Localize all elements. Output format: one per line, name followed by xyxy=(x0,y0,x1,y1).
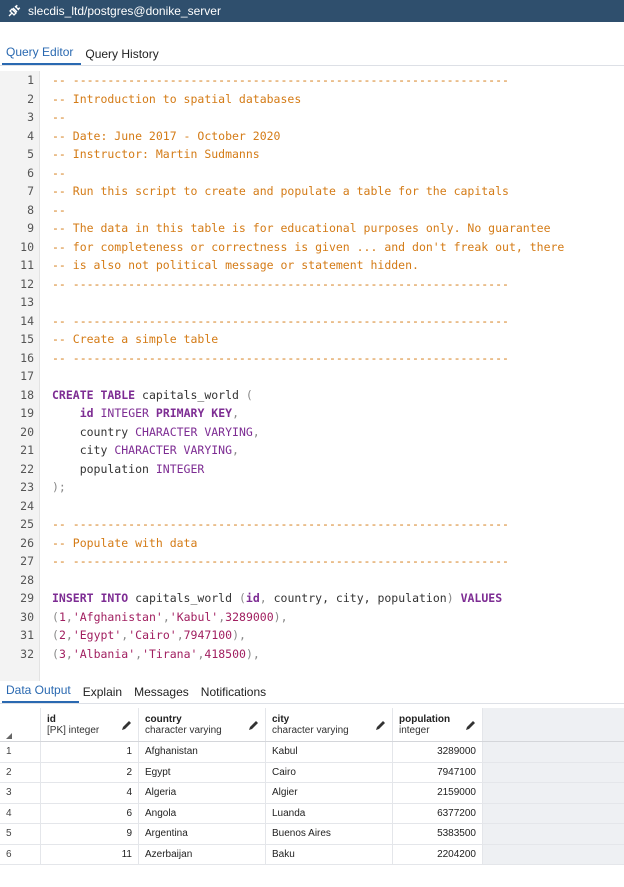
code-token: , xyxy=(259,591,267,605)
tab-notifications[interactable]: Notifications xyxy=(200,685,267,699)
code-text xyxy=(40,515,509,534)
column-name: population xyxy=(399,713,451,725)
line-number: 30 xyxy=(20,609,34,624)
code-line[interactable] xyxy=(0,330,624,349)
grid-empty-area xyxy=(483,708,624,741)
code-line[interactable] xyxy=(0,534,624,553)
table-row[interactable] xyxy=(0,742,624,763)
code-token: , xyxy=(65,609,73,624)
column-header-country[interactable] xyxy=(139,708,266,741)
code-token: , xyxy=(162,609,170,624)
code-token: city xyxy=(52,443,115,457)
code-text xyxy=(40,608,288,627)
code-token: -- xyxy=(52,165,66,180)
cell-id[interactable]: 4 xyxy=(41,783,139,803)
code-text xyxy=(40,127,280,146)
code-token: 'Albania' xyxy=(72,646,136,661)
cell-country[interactable]: Argentina xyxy=(139,824,266,844)
code-token: -- --------------------------------------------------------------- xyxy=(52,73,509,87)
code-token: -- --------------------------------------------------------------- xyxy=(52,313,509,328)
code-line[interactable] xyxy=(0,367,624,386)
line-number: 31 xyxy=(20,628,34,642)
line-number: 9 xyxy=(27,221,34,235)
code-line[interactable] xyxy=(0,219,624,238)
code-text xyxy=(40,293,52,312)
code-token: ( xyxy=(52,628,59,642)
grid-empty-area xyxy=(483,824,624,844)
code-text xyxy=(40,182,509,201)
code-token: 'Egypt' xyxy=(72,628,122,642)
line-number: 1 xyxy=(27,73,34,87)
line-number: 5 xyxy=(27,147,34,161)
code-token: population xyxy=(52,461,156,476)
results-tabs xyxy=(0,684,624,704)
column-header-id[interactable] xyxy=(41,708,139,741)
code-token: capitals_world xyxy=(128,591,239,605)
code-token: -- xyxy=(52,202,66,217)
tab-explain[interactable]: Explain xyxy=(82,685,123,699)
code-token: INSERT INTO xyxy=(52,591,129,605)
line-number: 29 xyxy=(20,591,34,605)
code-line[interactable] xyxy=(0,164,624,183)
cell-population[interactable]: 3289000 xyxy=(393,742,483,762)
code-line[interactable] xyxy=(0,404,624,423)
code-text xyxy=(40,312,509,331)
code-text xyxy=(40,460,204,479)
column-name: city xyxy=(272,713,290,725)
line-number: 10 xyxy=(20,239,34,254)
code-token: 'Tirana' xyxy=(142,646,198,661)
pencil-icon[interactable] xyxy=(121,719,133,731)
code-token: , xyxy=(232,443,239,457)
line-number: 28 xyxy=(20,572,34,587)
code-line[interactable] xyxy=(0,478,624,497)
code-token: -- --------------------------------------------------------------- xyxy=(52,517,509,531)
tab-query-history[interactable]: Query History xyxy=(85,47,159,61)
code-token: , xyxy=(65,628,73,642)
grid-empty-area xyxy=(483,783,624,803)
row-number[interactable]: 1 xyxy=(0,742,41,762)
code-text xyxy=(40,275,509,294)
row-number[interactable]: 6 xyxy=(0,845,41,865)
grid-body xyxy=(0,742,624,865)
line-number: 17 xyxy=(20,369,34,383)
code-token: INTEGER xyxy=(155,461,205,476)
pencil-icon[interactable] xyxy=(465,719,477,731)
code-text xyxy=(40,441,239,460)
grid-empty-area xyxy=(483,845,624,865)
code-token: -- xyxy=(52,110,66,124)
line-number: 2 xyxy=(27,91,34,106)
code-text xyxy=(40,534,197,553)
code-token: 2 xyxy=(58,628,66,642)
code-token xyxy=(454,591,461,605)
code-token: -- Instructor: Martin Sudmanns xyxy=(52,147,260,161)
code-text xyxy=(40,71,509,90)
code-token xyxy=(94,406,101,420)
code-line[interactable] xyxy=(0,441,624,460)
line-number: 16 xyxy=(20,350,34,365)
column-type: character varying xyxy=(272,724,349,736)
code-token: 'Afghanistan' xyxy=(72,609,163,624)
code-token: ), xyxy=(232,628,246,642)
code-line[interactable] xyxy=(0,312,624,331)
line-number: 24 xyxy=(20,498,34,513)
code-text xyxy=(40,589,502,608)
code-token: 418500 xyxy=(204,646,246,661)
cell-population[interactable]: 6377200 xyxy=(393,804,483,824)
cell-id[interactable]: 1 xyxy=(41,742,139,762)
code-line[interactable] xyxy=(0,90,624,109)
code-token: -- --------------------------------------------------------------- xyxy=(52,350,509,365)
code-text xyxy=(40,423,260,442)
line-number: 3 xyxy=(27,110,34,124)
cell-country[interactable]: Afghanistan xyxy=(139,742,266,762)
column-name: id xyxy=(47,713,56,725)
code-text xyxy=(40,497,52,516)
line-number: 15 xyxy=(20,332,34,346)
code-line[interactable] xyxy=(0,182,624,201)
tab-query-editor[interactable]: Query Editor xyxy=(2,45,81,65)
code-token: , xyxy=(218,609,226,624)
cell-city[interactable]: Kabul xyxy=(266,742,393,762)
connection-title-bar xyxy=(0,0,624,22)
cell-city[interactable]: Buenos Aires xyxy=(266,824,393,844)
line-number: 19 xyxy=(20,406,34,420)
connection-title: slecdis_ltd/postgres@donike_server xyxy=(28,4,221,18)
code-line[interactable] xyxy=(0,349,624,368)
line-number: 27 xyxy=(20,554,34,568)
data-output-grid xyxy=(0,708,624,887)
code-line[interactable] xyxy=(0,293,624,312)
code-token: 3289000 xyxy=(225,609,274,624)
code-token: -- Create a simple table xyxy=(52,332,219,346)
column-type: character varying xyxy=(145,724,222,736)
line-number: 32 xyxy=(20,646,34,661)
row-number[interactable]: 2 xyxy=(0,763,41,783)
code-line[interactable] xyxy=(0,552,624,571)
code-line[interactable] xyxy=(0,608,624,627)
code-text xyxy=(40,626,246,645)
code-line[interactable] xyxy=(0,201,624,220)
code-token: -- The data in this table is for educational purposes only. No guarantee xyxy=(52,221,551,235)
line-number: 18 xyxy=(20,387,34,402)
cell-city[interactable]: Baku xyxy=(266,845,393,865)
line-number: 6 xyxy=(27,165,34,180)
cell-id[interactable]: 2 xyxy=(41,763,139,783)
code-token: , xyxy=(121,628,129,642)
column-header-city[interactable] xyxy=(266,708,393,741)
cell-country[interactable]: Azerbaijan xyxy=(139,845,266,865)
sort-triangle-icon xyxy=(6,733,12,739)
code-token: INTEGER xyxy=(100,406,149,420)
code-token: -- --------------------------------------------------------------- xyxy=(52,276,509,291)
code-token: ), xyxy=(245,646,260,661)
code-token: -- Introduction to spatial databases xyxy=(52,91,302,106)
row-number[interactable]: 4 xyxy=(0,804,41,824)
cell-id[interactable]: 6 xyxy=(41,804,139,824)
code-token: PRIMARY KEY xyxy=(155,406,233,420)
column-header-population[interactable] xyxy=(393,708,483,741)
code-text xyxy=(40,164,66,183)
code-line[interactable] xyxy=(0,571,624,590)
code-token: ( xyxy=(52,609,59,624)
code-line[interactable] xyxy=(0,145,624,164)
grid-empty-area xyxy=(483,804,624,824)
code-token: -- is also not political message or statement hidden. xyxy=(52,258,419,272)
code-line[interactable] xyxy=(0,238,624,257)
row-number-header[interactable] xyxy=(0,708,41,741)
code-line[interactable] xyxy=(0,626,624,645)
code-token: ); xyxy=(52,480,66,494)
cell-population[interactable]: 5383500 xyxy=(393,824,483,844)
code-token: country xyxy=(52,424,136,439)
cell-city[interactable]: Luanda xyxy=(266,804,393,824)
code-line[interactable] xyxy=(0,256,624,275)
code-line[interactable] xyxy=(0,460,624,479)
code-text xyxy=(40,645,260,664)
code-text xyxy=(40,219,551,238)
code-text xyxy=(40,330,218,349)
table-row[interactable] xyxy=(0,763,624,784)
code-token: , xyxy=(197,646,205,661)
code-text xyxy=(40,404,239,423)
line-number: 25 xyxy=(20,517,34,531)
code-token: ( xyxy=(238,591,246,605)
code-line[interactable] xyxy=(0,645,624,664)
code-line[interactable] xyxy=(0,386,624,405)
table-row[interactable] xyxy=(0,845,624,866)
code-token xyxy=(149,406,156,420)
cell-id[interactable]: 11 xyxy=(41,845,139,865)
code-text xyxy=(40,145,260,164)
code-token: 3 xyxy=(58,646,66,661)
code-token: , xyxy=(252,424,260,439)
code-text xyxy=(40,478,66,497)
code-token: capitals_world xyxy=(135,387,246,402)
code-token: CREATE TABLE xyxy=(52,387,136,402)
code-token: VALUES xyxy=(460,591,503,605)
line-number: 11 xyxy=(20,258,34,272)
line-number: 13 xyxy=(20,295,34,309)
code-token: 7947100 xyxy=(183,628,233,642)
code-token: , xyxy=(65,646,73,661)
code-token: 1 xyxy=(58,609,66,624)
table-row[interactable] xyxy=(0,783,624,804)
line-number: 21 xyxy=(20,443,34,457)
code-line[interactable] xyxy=(0,71,624,90)
code-token: -- for completeness or correctness is given ... and don't freak out, there xyxy=(52,239,565,254)
code-token: , xyxy=(232,406,240,420)
line-number: 20 xyxy=(20,424,34,439)
pencil-icon[interactable] xyxy=(248,719,260,731)
code-line[interactable] xyxy=(0,497,624,516)
code-token: CHARACTER VARYING xyxy=(135,424,253,439)
code-text xyxy=(40,238,564,257)
code-token: , xyxy=(135,646,143,661)
tab-data-output[interactable]: Data Output xyxy=(2,683,79,703)
code-token: id xyxy=(79,406,94,420)
code-text xyxy=(40,349,509,368)
cell-country[interactable]: Algeria xyxy=(139,783,266,803)
table-row[interactable] xyxy=(0,824,624,845)
code-token: -- Date: June 2017 - October 2020 xyxy=(52,128,281,143)
line-number: 7 xyxy=(27,184,34,198)
line-number: 22 xyxy=(20,461,34,476)
code-token: ( xyxy=(52,646,59,661)
code-text xyxy=(40,571,52,590)
cell-city[interactable]: Algier xyxy=(266,783,393,803)
column-type: integer xyxy=(399,724,430,736)
code-line[interactable] xyxy=(0,127,624,146)
code-token: 'Kabul' xyxy=(169,609,219,624)
code-token: -- Populate with data xyxy=(52,535,198,550)
code-text xyxy=(40,256,419,275)
code-line[interactable] xyxy=(0,108,624,127)
cell-population[interactable]: 2159000 xyxy=(393,783,483,803)
editor-tabs xyxy=(0,44,624,66)
line-number: 12 xyxy=(20,276,34,291)
code-token: id xyxy=(245,591,260,605)
table-row[interactable] xyxy=(0,804,624,825)
tab-messages[interactable]: Messages xyxy=(134,685,189,699)
cell-id[interactable]: 9 xyxy=(41,824,139,844)
code-token: , xyxy=(176,628,184,642)
cell-population[interactable]: 2204200 xyxy=(393,845,483,865)
pencil-icon[interactable] xyxy=(375,719,387,731)
code-token: 'Cairo' xyxy=(128,628,177,642)
code-token: -- --------------------------------------------------------------- xyxy=(52,554,509,568)
code-text xyxy=(40,201,66,220)
grid-header-row xyxy=(0,708,624,742)
code-token: CHARACTER VARYING xyxy=(114,443,233,457)
code-line[interactable] xyxy=(0,275,624,294)
column-name: country xyxy=(145,713,182,725)
code-text xyxy=(40,367,52,386)
line-number: 14 xyxy=(20,313,34,328)
code-token: ), xyxy=(273,609,288,624)
code-line[interactable] xyxy=(0,515,624,534)
cell-country[interactable]: Angola xyxy=(139,804,266,824)
grid-empty-area xyxy=(483,763,624,783)
grid-empty-area xyxy=(483,742,624,762)
code-token xyxy=(52,406,80,420)
code-text xyxy=(40,108,66,127)
code-area[interactable] xyxy=(0,71,624,663)
code-text xyxy=(40,552,509,571)
cell-country[interactable]: Egypt xyxy=(139,763,266,783)
plug-icon xyxy=(6,3,22,19)
code-token: -- Run this script to create and populate a table for the capitals xyxy=(52,184,509,198)
line-number: 8 xyxy=(27,202,34,217)
code-text xyxy=(40,90,301,109)
code-token: country, city, population xyxy=(266,591,447,605)
cell-population[interactable]: 7947100 xyxy=(393,763,483,783)
column-type: [PK] integer xyxy=(47,724,100,736)
code-line[interactable] xyxy=(0,589,624,608)
cell-city[interactable]: Cairo xyxy=(266,763,393,783)
row-number[interactable]: 5 xyxy=(0,824,41,844)
code-token: ( xyxy=(245,387,253,402)
line-number: 26 xyxy=(20,535,34,550)
code-line[interactable] xyxy=(0,423,624,442)
code-token: ) xyxy=(446,591,454,605)
row-number[interactable]: 3 xyxy=(0,783,41,803)
sql-editor[interactable] xyxy=(0,71,624,681)
line-number: 4 xyxy=(27,128,34,143)
code-text xyxy=(40,386,253,405)
line-number: 23 xyxy=(20,480,34,494)
